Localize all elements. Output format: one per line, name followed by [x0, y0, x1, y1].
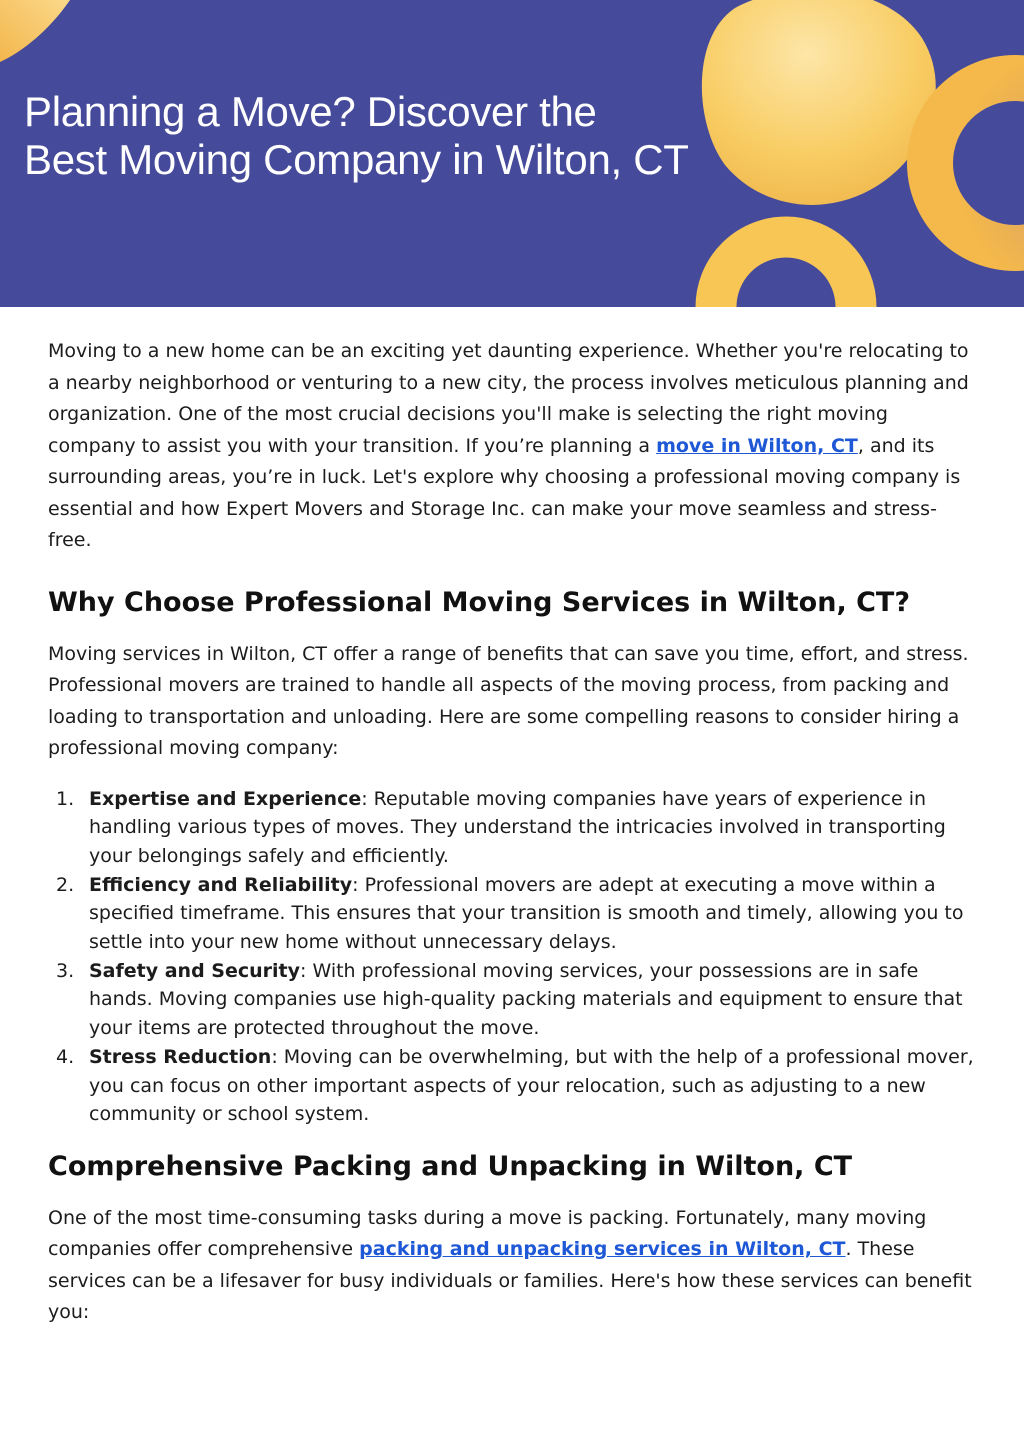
corner-blob	[0, 0, 70, 62]
why-heading: Why Choose Professional Moving Services in Wilton, CT?	[48, 586, 911, 618]
why-paragraph: Moving services in Wilton, CT offer a range of benefits that can save you time, effort, and stress. Professional movers are trained to handle all aspects of the moving process, from packing and loading to transportation and unloading. Here are some compelling reasons to consider hiring a professional moving company:	[48, 642, 969, 759]
list-number: 1.	[56, 787, 75, 810]
move-in-wilton-link[interactable]: move in Wilton, CT	[656, 434, 858, 457]
packing-heading: Comprehensive Packing and Unpacking in Wilton, CT	[48, 1150, 853, 1182]
intro-paragraph	[48, 336, 978, 557]
list-item-text: : With professional moving services, your possessions are in safe hands. Moving companies use high-quality packing materials and equipment to ensure that your items are protected throughout the move.	[89, 959, 963, 1040]
list-item	[48, 871, 978, 957]
yellow-blob	[702, 0, 936, 205]
intro-text-start: Moving to a new home can be an exciting yet daunting experience. Whether you're relocating to a nearby neighborhood or venturing to a new city, the process involves meticulous planning and organization. One of the most crucial decisions you'll make is selecting the right moving company to assist you with your transition. If you’re planning a	[48, 340, 969, 457]
article-body	[48, 336, 978, 1329]
list-item	[48, 957, 978, 1043]
packing-text-end: . These services can be a lifesaver for busy individuals or families. Here's how these services can benefit you:	[48, 1238, 972, 1324]
title-line-1: Planning a Move? Discover the	[24, 88, 597, 135]
ring-bottom	[716, 237, 856, 307]
page-title	[24, 88, 714, 184]
packing-services-link[interactable]: packing and unpacking services in Wilton, CT	[359, 1238, 846, 1261]
list-item	[48, 1043, 978, 1129]
list-item-title: Expertise and Experience	[89, 787, 362, 810]
intro-text-end: , and its surrounding areas, you’re in luck. Let's explore why choosing a professional moving company is essential and how Expert Movers and Storage Inc. can make your move seamless and stress-free.	[48, 434, 961, 551]
list-item-title: Stress Reduction	[89, 1045, 272, 1068]
list-number: 3.	[56, 959, 75, 982]
list-number: 2.	[56, 873, 75, 896]
list-item-text: : Professional movers are adept at executing a move within a specified timeframe. This ensures that your transition is smooth and timely, allowing you to settle into your new home without unnecessary delays.	[89, 873, 964, 954]
list-item	[48, 785, 978, 871]
ring-right	[930, 78, 1024, 248]
packing-paragraph	[48, 1203, 978, 1329]
list-number: 4.	[56, 1045, 75, 1068]
title-line-2: Best Moving Company in Wilton, CT	[24, 136, 689, 183]
list-item-text: : Moving can be overwhelming, but with the help of a professional mover, you can focus on other important aspects of your relocation, such as adjusting to a new community or school system.	[89, 1045, 974, 1126]
header-banner	[0, 0, 1024, 307]
list-item-text: : Reputable moving companies have years of experience in handling various types of moves. They understand the intricacies involved in transporting your belongings safely and efficiently.	[89, 787, 946, 867]
packing-text-start: One of the most time-consuming tasks during a move is packing. Fortunately, many moving companies offer comprehensive	[48, 1206, 927, 1261]
list-item-title: Efficiency and Reliability	[89, 873, 353, 896]
list-item-title: Safety and Security	[89, 959, 301, 982]
reasons-list	[48, 785, 978, 1129]
